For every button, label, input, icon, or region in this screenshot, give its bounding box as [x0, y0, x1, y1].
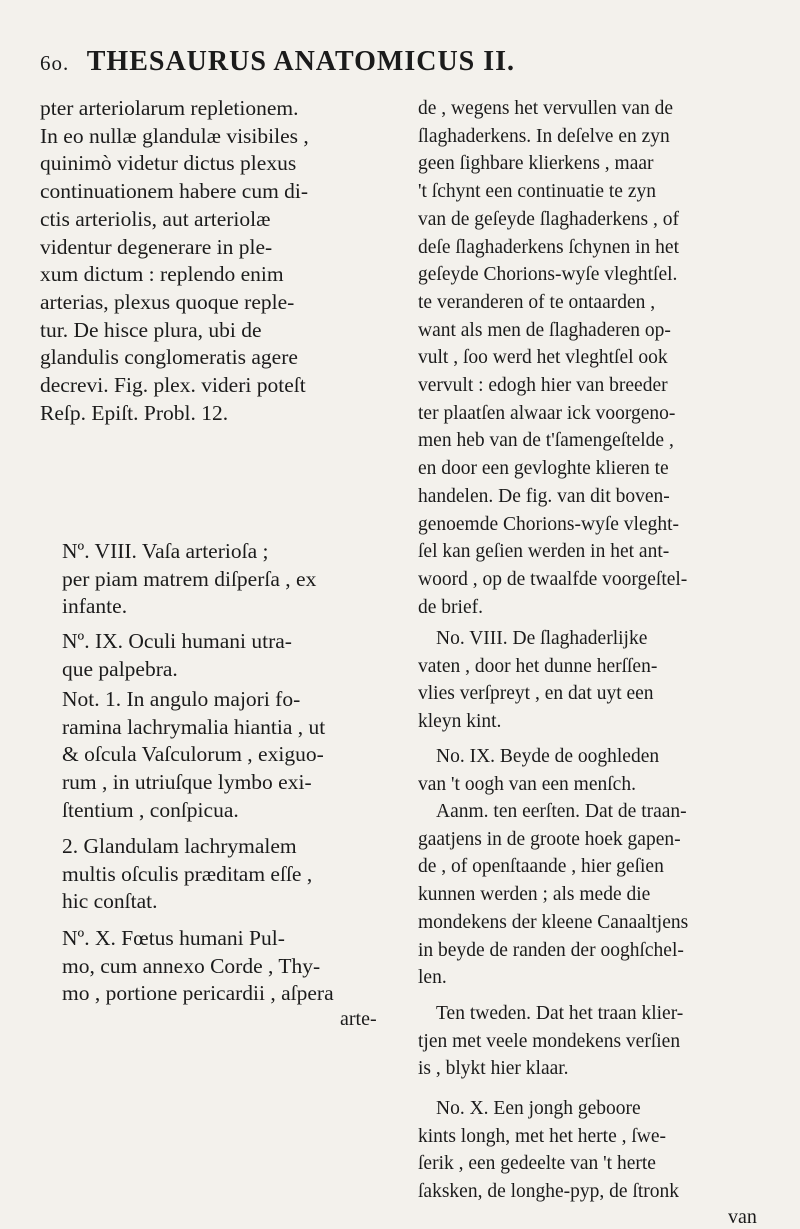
text-line: 2. Glandulam lachrymalem — [62, 834, 297, 858]
text-line: ſerik , een gedeelte van 't herte — [418, 1153, 656, 1175]
dutch-note-2 — [418, 1000, 778, 1083]
dutch-entry-viii — [418, 625, 778, 736]
text-line: ſel kan geſien werden in het ant- — [418, 541, 670, 563]
text-line: videntur degenerare in ple- — [40, 234, 273, 259]
latin-entry-viii — [40, 538, 432, 621]
text-line: van de geſeyde ſlaghaderkens , of — [418, 208, 679, 230]
latin-note-2 — [40, 833, 432, 916]
text-line: tur. De hisce plura, ubi de — [40, 317, 262, 342]
text-line: xum dictum : replendo enim — [40, 262, 284, 287]
text-line: ſtentium , conſpicua. — [62, 797, 239, 822]
text-line: men heb van de t'ſamengeſtelde , — [418, 430, 674, 452]
text-line: mondekens der kleene Canaaltjens — [418, 911, 689, 933]
text-line: infante. — [62, 594, 128, 619]
text-line: van 't oogh van een menſch. — [418, 773, 636, 795]
text-line: de , of openſtaande , hier geſien — [418, 856, 664, 878]
text-line: is , blykt hier klaar. — [418, 1058, 569, 1080]
text-line: Nº. X. Fœtus humani Pul- — [62, 926, 285, 950]
text-line: glandulis conglomeratis agere — [40, 345, 298, 370]
text-line: vervult : edogh hier van breeder — [418, 375, 668, 397]
text-line: Not. 1. In angulo majori fo- — [62, 687, 301, 711]
running-title: THESAURUS ANATOMICUS II. — [86, 46, 516, 77]
text-line: genoemde Chorions-wyſe vleght- — [418, 513, 680, 535]
text-line: ramina lachrymalia hiantia , ut — [62, 714, 326, 739]
text-line: No. VIII. De ſlaghaderlijke — [436, 628, 648, 649]
text-line: woord , op de twaalfde voorgeſtel- — [418, 568, 688, 590]
text-line: pter arteriolarum repletionem. — [40, 96, 299, 120]
text-line: gaatjens in de groote hoek gapen- — [418, 828, 681, 850]
text-line: & oſcula Vaſculorum , exiguo- — [62, 742, 324, 767]
text-line: vlies verſpreyt , en dat uyt een — [418, 683, 654, 705]
text-line: te veranderen of te ontaarden , — [418, 291, 656, 313]
text-line: per piam matrem diſperſa , ex — [62, 566, 317, 591]
latin-paragraph — [40, 95, 410, 427]
text-line: mo, cum annexo Corde , Thy- — [62, 953, 321, 978]
text-line: No. X. Een jongh geboore — [436, 1098, 641, 1119]
catchword: van — [728, 1206, 757, 1228]
dutch-note-1 — [418, 798, 778, 992]
text-line: geſeyde Chorions-wyſe vleghtſel. — [418, 264, 678, 286]
text-line: hic conſtat. — [62, 889, 158, 914]
text-line: de , wegens het vervullen van de — [418, 98, 674, 119]
text-line: Nº. IX. Oculi humani utra- — [62, 629, 292, 653]
text-line: kints longh, met het herte , ſwe- — [418, 1125, 667, 1147]
page-header — [40, 46, 800, 82]
text-line: en door een gevloghte klieren te — [418, 458, 669, 480]
text-line: ſlaghaderkens. In deſelve en zyn — [418, 125, 670, 147]
text-line: quinimò videtur dictus plexus — [40, 151, 297, 176]
latin-note-1 — [40, 686, 432, 825]
text-line: vult , ſoo werd het vleghtſel ook — [418, 347, 668, 369]
text-line: que palpebra. — [62, 656, 178, 681]
text-line: deſe ſlaghaderkens ſchynen in het — [418, 236, 679, 258]
text-line: kleyn kint. — [418, 711, 502, 733]
text-line: arterias, plexus quoque reple- — [40, 289, 295, 314]
text-line: vaten , door het dunne herſſen- — [418, 655, 658, 677]
text-line: continuationem habere cum di- — [40, 179, 309, 204]
text-line: want als men de ſlaghaderen op- — [418, 319, 671, 341]
text-line: Reſp. Epiſt. Probl. 12. — [40, 400, 229, 425]
text-line: No. IX. Beyde de ooghleden — [436, 746, 660, 767]
text-line: kunnen werden ; als mede die — [418, 884, 651, 906]
text-line: ter plaatſen alwaar ick voorgeno- — [418, 402, 676, 424]
text-line: ſaksken, de longhe-pyp, de ſtronk — [418, 1181, 680, 1203]
latin-entry-ix — [40, 628, 432, 683]
dutch-paragraph — [418, 95, 778, 621]
text-line: de brief. — [418, 596, 483, 618]
text-line: ctis arteriolis, aut arteriolæ — [40, 206, 271, 231]
latin-entry-x — [40, 925, 432, 1008]
dutch-entry-x — [418, 1095, 778, 1206]
dutch-entry-ix — [418, 743, 778, 798]
text-line: multis oſculis præditam eſſe , — [62, 861, 313, 886]
text-line: tjen met veele mondekens verſien — [418, 1030, 681, 1052]
text-line: handelen. De fig. van dit boven- — [418, 485, 670, 507]
text-line: rum , in utriuſque lymbo exi- — [62, 770, 312, 795]
text-line: Ten tweden. Dat het traan klier- — [436, 1003, 684, 1024]
text-line: Aanm. ten eerſten. Dat de traan- — [436, 801, 687, 822]
text-line: geen ſighbare klierkens , maar — [418, 153, 654, 175]
page-number: 6o. — [40, 51, 70, 75]
text-line: mo , portione pericardii , aſpera — [62, 981, 334, 1006]
catchword: arte- — [340, 1008, 377, 1030]
text-line: in beyde de randen der ooghſchel- — [418, 939, 684, 961]
text-line: len. — [418, 967, 447, 989]
text-line: 't ſchynt een continuatie te zyn — [418, 181, 656, 203]
text-line: decrevi. Fig. plex. videri poteſt — [40, 373, 306, 398]
text-line: In eo nullæ glandulæ visibiles , — [40, 123, 309, 148]
text-line: Nº. VIII. Vaſa arterioſa ; — [62, 539, 269, 563]
